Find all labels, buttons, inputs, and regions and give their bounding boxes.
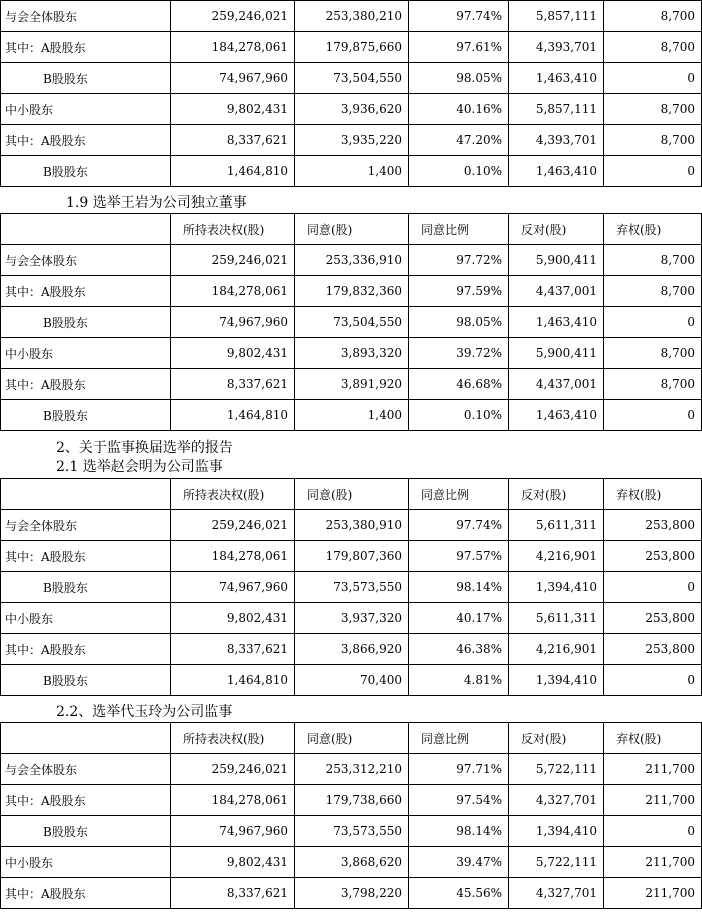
value-cell: 3,866,920 [295, 634, 409, 665]
table-row [1, 369, 702, 400]
value-cell: 8,337,621 [171, 634, 295, 665]
value-cell: 45.56% [409, 878, 509, 909]
value-cell: 0 [604, 63, 702, 94]
row-label: B股股东 [1, 307, 171, 338]
value-cell: 1,463,410 [509, 307, 604, 338]
value-cell: 0 [604, 665, 702, 696]
row-label: B股股东 [1, 665, 171, 696]
value-cell: 0.10% [409, 156, 509, 187]
value-cell: 0 [604, 156, 702, 187]
value-cell: 73,573,550 [295, 816, 409, 847]
header-cell: 弃权(股) [604, 723, 702, 754]
value-cell: 1,464,810 [171, 400, 295, 431]
value-cell: 40.16% [409, 94, 509, 125]
header-cell: 反对(股) [509, 214, 604, 245]
value-cell: 40.17% [409, 603, 509, 634]
value-cell: 70,400 [295, 665, 409, 696]
value-cell: 1,463,410 [509, 63, 604, 94]
value-cell: 253,380,910 [295, 510, 409, 541]
table-row [1, 816, 702, 847]
row-label: 其中：A股股东 [1, 32, 171, 63]
value-cell: 259,246,021 [171, 754, 295, 785]
row-label: 中小股东 [1, 847, 171, 878]
value-cell: 184,278,061 [171, 541, 295, 572]
value-cell: 9,802,431 [171, 847, 295, 878]
value-cell: 74,967,960 [171, 572, 295, 603]
value-cell: 211,700 [604, 847, 702, 878]
table-row [1, 400, 702, 431]
header-cell: 同意(股) [295, 479, 409, 510]
value-cell: 98.14% [409, 816, 509, 847]
value-cell: 8,700 [604, 338, 702, 369]
value-cell: 97.74% [409, 510, 509, 541]
row-label: 其中：A股股东 [1, 878, 171, 909]
table-row [1, 94, 702, 125]
value-cell: 1,464,810 [171, 156, 295, 187]
value-cell: 1,400 [295, 400, 409, 431]
value-cell: 253,800 [604, 541, 702, 572]
table-row [1, 634, 702, 665]
header-cell: 所持表决权(股) [171, 214, 295, 245]
value-cell: 253,380,210 [295, 1, 409, 32]
value-cell: 0 [604, 400, 702, 431]
value-cell: 3,937,320 [295, 603, 409, 634]
value-cell: 1,464,810 [171, 665, 295, 696]
row-label: 其中：A股股东 [1, 369, 171, 400]
value-cell: 1,463,410 [509, 400, 604, 431]
row-label: 与会全体股东 [1, 245, 171, 276]
table-row [1, 1, 702, 32]
header-cell: 反对(股) [509, 723, 604, 754]
row-label: 其中：A股股东 [1, 541, 171, 572]
row-label: B股股东 [1, 400, 171, 431]
header-cell: 弃权(股) [604, 479, 702, 510]
value-cell: 4,437,001 [509, 276, 604, 307]
table-header-row [1, 479, 702, 510]
section-heading-1-9: 1.9 选举王岩为公司独立董事 [66, 195, 247, 211]
value-cell: 253,800 [604, 510, 702, 541]
value-cell: 47.20% [409, 125, 509, 156]
value-cell: 259,246,021 [171, 1, 295, 32]
table-row [1, 338, 702, 369]
value-cell: 211,700 [604, 785, 702, 816]
value-cell: 259,246,021 [171, 245, 295, 276]
value-cell: 253,800 [604, 634, 702, 665]
vote-table-1-8 [0, 0, 702, 187]
value-cell: 1,463,410 [509, 156, 604, 187]
value-cell: 4,393,701 [509, 32, 604, 63]
table-row [1, 307, 702, 338]
header-cell-empty [1, 214, 171, 245]
value-cell: 4,216,901 [509, 541, 604, 572]
value-cell: 97.74% [409, 1, 509, 32]
vote-table-1-9 [0, 213, 702, 431]
value-cell: 0 [604, 572, 702, 603]
table-row [1, 785, 702, 816]
header-cell: 所持表决权(股) [171, 723, 295, 754]
value-cell: 9,802,431 [171, 94, 295, 125]
value-cell: 3,936,620 [295, 94, 409, 125]
value-cell: 8,337,621 [171, 125, 295, 156]
value-cell: 8,700 [604, 276, 702, 307]
row-label: B股股东 [1, 816, 171, 847]
value-cell: 0.10% [409, 400, 509, 431]
value-cell: 179,807,360 [295, 541, 409, 572]
row-label: 其中：A股股东 [1, 125, 171, 156]
table-row [1, 125, 702, 156]
table-row [1, 63, 702, 94]
section-heading-2: 2、关于监事换届选举的报告 [56, 440, 233, 456]
row-label: 中小股东 [1, 94, 171, 125]
value-cell: 4,327,701 [509, 785, 604, 816]
value-cell: 73,504,550 [295, 307, 409, 338]
value-cell: 5,722,111 [509, 754, 604, 785]
value-cell: 253,800 [604, 603, 702, 634]
value-cell: 0 [604, 307, 702, 338]
value-cell: 184,278,061 [171, 785, 295, 816]
value-cell: 39.47% [409, 847, 509, 878]
value-cell: 8,700 [604, 94, 702, 125]
table-row [1, 510, 702, 541]
row-label: B股股东 [1, 63, 171, 94]
header-cell: 同意比例 [409, 723, 509, 754]
value-cell: 179,738,660 [295, 785, 409, 816]
value-cell: 211,700 [604, 878, 702, 909]
header-cell-empty [1, 723, 171, 754]
value-cell: 73,504,550 [295, 63, 409, 94]
table-row [1, 878, 702, 909]
value-cell: 9,802,431 [171, 338, 295, 369]
row-label: B股股东 [1, 572, 171, 603]
header-cell: 所持表决权(股) [171, 479, 295, 510]
value-cell: 5,900,411 [509, 245, 604, 276]
value-cell: 4,327,701 [509, 878, 604, 909]
value-cell: 98.05% [409, 307, 509, 338]
value-cell: 5,611,311 [509, 603, 604, 634]
value-cell: 3,798,220 [295, 878, 409, 909]
table-row [1, 541, 702, 572]
value-cell: 98.14% [409, 572, 509, 603]
vote-table-2-1 [0, 478, 702, 696]
value-cell: 1,400 [295, 156, 409, 187]
table-row [1, 276, 702, 307]
value-cell: 184,278,061 [171, 276, 295, 307]
vote-table-2-2 [0, 722, 702, 909]
header-cell-empty [1, 479, 171, 510]
value-cell: 98.05% [409, 63, 509, 94]
value-cell: 97.59% [409, 276, 509, 307]
header-cell: 同意(股) [295, 723, 409, 754]
header-cell: 反对(股) [509, 479, 604, 510]
row-label: 中小股东 [1, 338, 171, 369]
row-label: B股股东 [1, 156, 171, 187]
value-cell: 74,967,960 [171, 63, 295, 94]
value-cell: 253,312,210 [295, 754, 409, 785]
header-cell: 同意比例 [409, 214, 509, 245]
value-cell: 4,437,001 [509, 369, 604, 400]
value-cell: 8,337,621 [171, 369, 295, 400]
value-cell: 0 [604, 816, 702, 847]
value-cell: 8,700 [604, 369, 702, 400]
value-cell: 97.71% [409, 754, 509, 785]
row-label: 中小股东 [1, 603, 171, 634]
row-label: 其中：A股股东 [1, 785, 171, 816]
table-header-row [1, 214, 702, 245]
value-cell: 8,700 [604, 32, 702, 63]
row-label: 与会全体股东 [1, 1, 171, 32]
value-cell: 5,857,111 [509, 94, 604, 125]
row-label: 与会全体股东 [1, 510, 171, 541]
header-cell: 同意比例 [409, 479, 509, 510]
value-cell: 46.38% [409, 634, 509, 665]
section-heading-2-1: 2.1 选举赵会明为公司监事 [56, 459, 223, 475]
value-cell: 179,875,660 [295, 32, 409, 63]
value-cell: 179,832,360 [295, 276, 409, 307]
table-row [1, 245, 702, 276]
value-cell: 259,246,021 [171, 510, 295, 541]
value-cell: 97.72% [409, 245, 509, 276]
value-cell: 39.72% [409, 338, 509, 369]
value-cell: 74,967,960 [171, 816, 295, 847]
value-cell: 97.61% [409, 32, 509, 63]
table-row [1, 847, 702, 878]
value-cell: 1,394,410 [509, 572, 604, 603]
table-row [1, 32, 702, 63]
table-row [1, 572, 702, 603]
row-label: 其中：A股股东 [1, 634, 171, 665]
value-cell: 211,700 [604, 754, 702, 785]
value-cell: 4,393,701 [509, 125, 604, 156]
value-cell: 5,900,411 [509, 338, 604, 369]
value-cell: 253,336,910 [295, 245, 409, 276]
value-cell: 3,868,620 [295, 847, 409, 878]
value-cell: 97.57% [409, 541, 509, 572]
value-cell: 5,722,111 [509, 847, 604, 878]
value-cell: 73,573,550 [295, 572, 409, 603]
value-cell: 9,802,431 [171, 603, 295, 634]
table-header-row [1, 723, 702, 754]
value-cell: 97.54% [409, 785, 509, 816]
row-label: 其中：A股股东 [1, 276, 171, 307]
value-cell: 8,700 [604, 245, 702, 276]
row-label: 与会全体股东 [1, 754, 171, 785]
value-cell: 1,394,410 [509, 665, 604, 696]
header-cell: 同意(股) [295, 214, 409, 245]
value-cell: 74,967,960 [171, 307, 295, 338]
value-cell: 3,893,320 [295, 338, 409, 369]
value-cell: 8,337,621 [171, 878, 295, 909]
table-row [1, 665, 702, 696]
value-cell: 4.81% [409, 665, 509, 696]
value-cell: 8,700 [604, 1, 702, 32]
table-row [1, 156, 702, 187]
value-cell: 8,700 [604, 125, 702, 156]
header-cell: 弃权(股) [604, 214, 702, 245]
value-cell: 5,611,311 [509, 510, 604, 541]
value-cell: 46.68% [409, 369, 509, 400]
value-cell: 184,278,061 [171, 32, 295, 63]
value-cell: 1,394,410 [509, 816, 604, 847]
table-row [1, 603, 702, 634]
value-cell: 3,891,920 [295, 369, 409, 400]
value-cell: 5,857,111 [509, 1, 604, 32]
value-cell: 4,216,901 [509, 634, 604, 665]
section-heading-2-2: 2.2、选举代玉玲为公司监事 [56, 704, 233, 720]
value-cell: 3,935,220 [295, 125, 409, 156]
table-row [1, 754, 702, 785]
